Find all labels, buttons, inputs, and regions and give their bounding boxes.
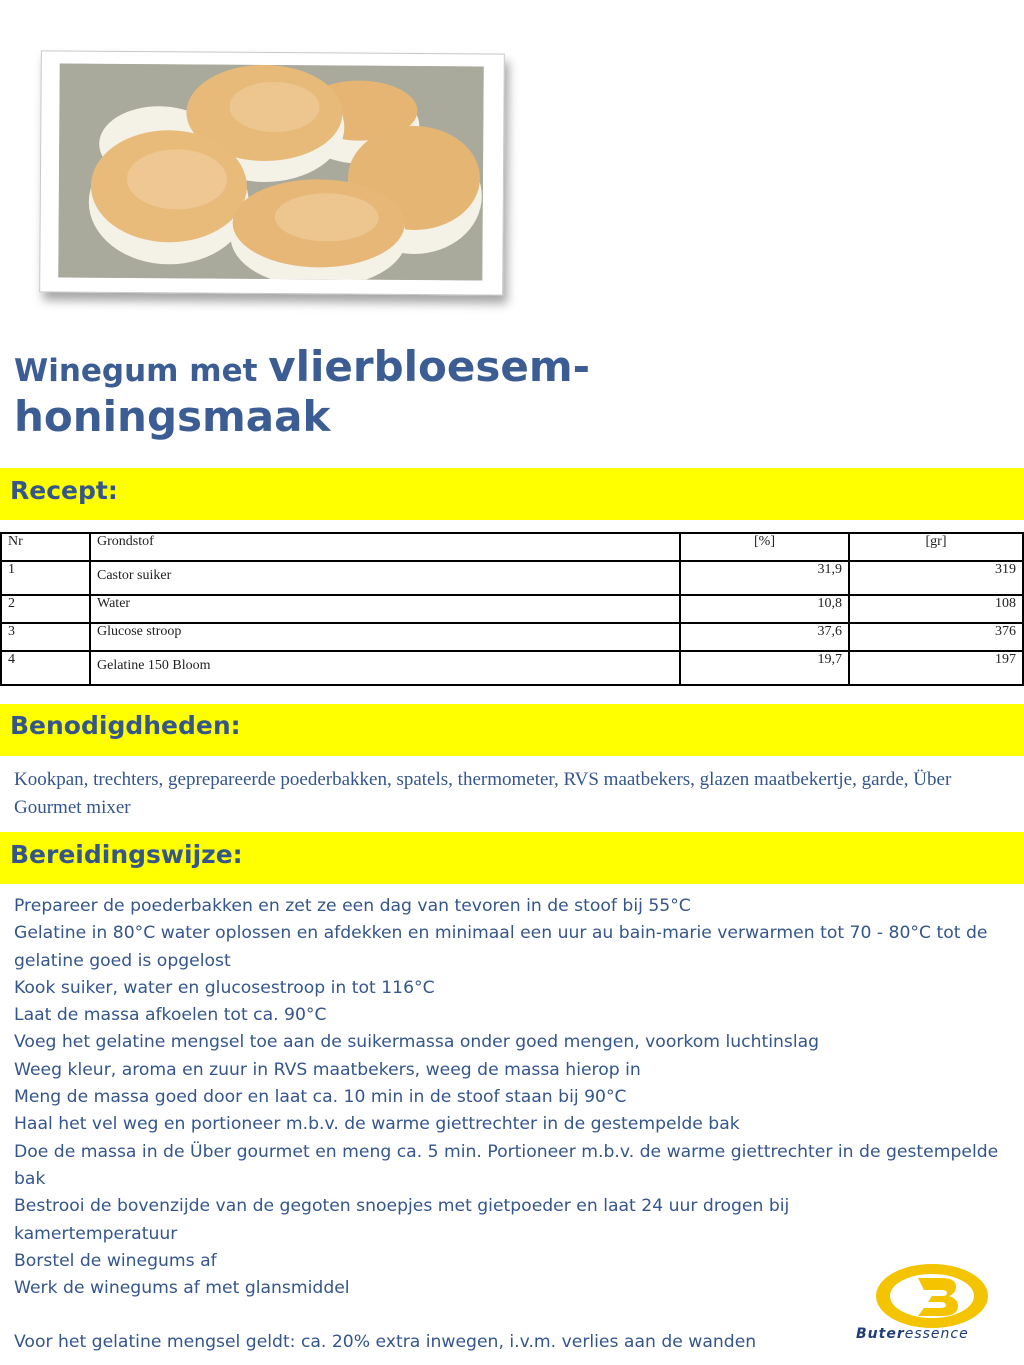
gelatine-note: Voor het gelatine mengsel geldt: ca. 20% extra inwegen, i.v.m. verlies aan de wanden — [14, 1332, 757, 1353]
step-line: Haal het vel weg en portioneer m.b.v. de warme giettrechter in de gestempelde bak — [14, 1114, 740, 1135]
table-row — [1, 651, 1023, 685]
step-line: Gelatine in 80°C water oplossen en afdekken en minimaal een uur au bain-marie verwarmen tot 70 - 80°C tot de gelatine goed is opgelost — [14, 923, 988, 971]
cell-nr: 3 — [1, 623, 90, 651]
cell-pct: 19,7 — [680, 651, 849, 685]
step-line: Werk de winegums af met glansmiddel — [14, 1278, 350, 1299]
section-bar-benodigdheden — [0, 704, 1024, 756]
logo-text-essence: essence — [904, 1326, 969, 1342]
step-line: Doe de massa in de Über gourmet en meng ca. 5 min. Portioneer m.b.v. de warme giettrechter in de gestempelde bak — [14, 1141, 999, 1189]
table-header-row — [1, 533, 1023, 561]
cell-name: Glucose stroop — [90, 623, 680, 651]
cell-pct: 37,6 — [680, 623, 849, 651]
step-line: Voeg het gelatine mengsel toe aan de suikermassa onder goed mengen, voorkom luchtinslag — [14, 1032, 820, 1053]
step-line: Kook suiker, water en glucosestroop in tot 116°C — [14, 977, 435, 998]
title-part2: vlierbloesem- — [268, 342, 591, 391]
cell-gr: 319 — [849, 561, 1023, 595]
cell-name: Gelatine 150 Bloom — [90, 651, 680, 685]
cell-nr: 1 — [1, 561, 90, 595]
section-bar-recept — [0, 468, 1024, 520]
cell-name: Castor suiker — [90, 561, 680, 595]
step-line: Bestrooi de bovenzijde van de gegoten snoepjes met gietpoeder en laat 24 uur drogen bij kamertemperatuur — [14, 1196, 790, 1244]
title-part1: Winegum met — [14, 353, 269, 389]
step-line: Prepareer de poederbakken en zet ze een dag van tevoren in de stoof bij 55°C — [14, 896, 691, 916]
table-row — [1, 623, 1023, 651]
recipe-table — [0, 532, 1024, 686]
section-bar-bereidingswijze — [0, 832, 1024, 884]
logo-text-buter: Buter — [856, 1326, 905, 1342]
table-row — [1, 595, 1023, 623]
cell-gr: 197 — [849, 651, 1023, 685]
section-heading-recept: Recept: — [10, 476, 118, 505]
title-part3: honingsmaak — [14, 392, 331, 442]
equipment-text: Kookpan, trechters, geprepareerde poederbakken, spatels, thermometer, RVS maatbekers, glazen maatbekertje, garde, Über Gourmet mixer — [14, 769, 952, 818]
cell-nr: 4 — [1, 651, 90, 685]
section-heading-bereidingswijze: Bereidingswijze: — [10, 840, 243, 869]
logo-wordmark — [856, 1326, 969, 1342]
cell-pct: 31,9 — [680, 561, 849, 595]
cell-nr: 2 — [1, 595, 90, 623]
header-nr: Nr — [1, 533, 90, 561]
section-heading-benodigdheden: Benodigdheden: — [10, 711, 241, 740]
winegum-photo — [58, 64, 483, 281]
cell-gr: 376 — [849, 623, 1023, 651]
step-line: Borstel de winegums af — [14, 1250, 217, 1271]
page-title — [14, 344, 1004, 440]
header-grams: [gr] — [849, 533, 1023, 561]
cell-name: Water — [90, 595, 680, 623]
step-line: Meng de massa goed door en laat ca. 10 min in de stoof staan bij 90°C — [14, 1087, 627, 1108]
table-row — [1, 561, 1023, 595]
cell-gr: 108 — [849, 595, 1023, 623]
header-grondstof: Grondstof — [90, 533, 680, 561]
cell-pct: 10,8 — [680, 595, 849, 623]
step-line: Weeg kleur, aroma en zuur in RVS maatbekers, weeg de massa hierop in — [14, 1059, 641, 1080]
header-percent: [%] — [680, 533, 849, 561]
product-photo-frame — [39, 50, 505, 295]
step-line: Laat de massa afkoelen tot ca. 90°C — [14, 1005, 327, 1026]
